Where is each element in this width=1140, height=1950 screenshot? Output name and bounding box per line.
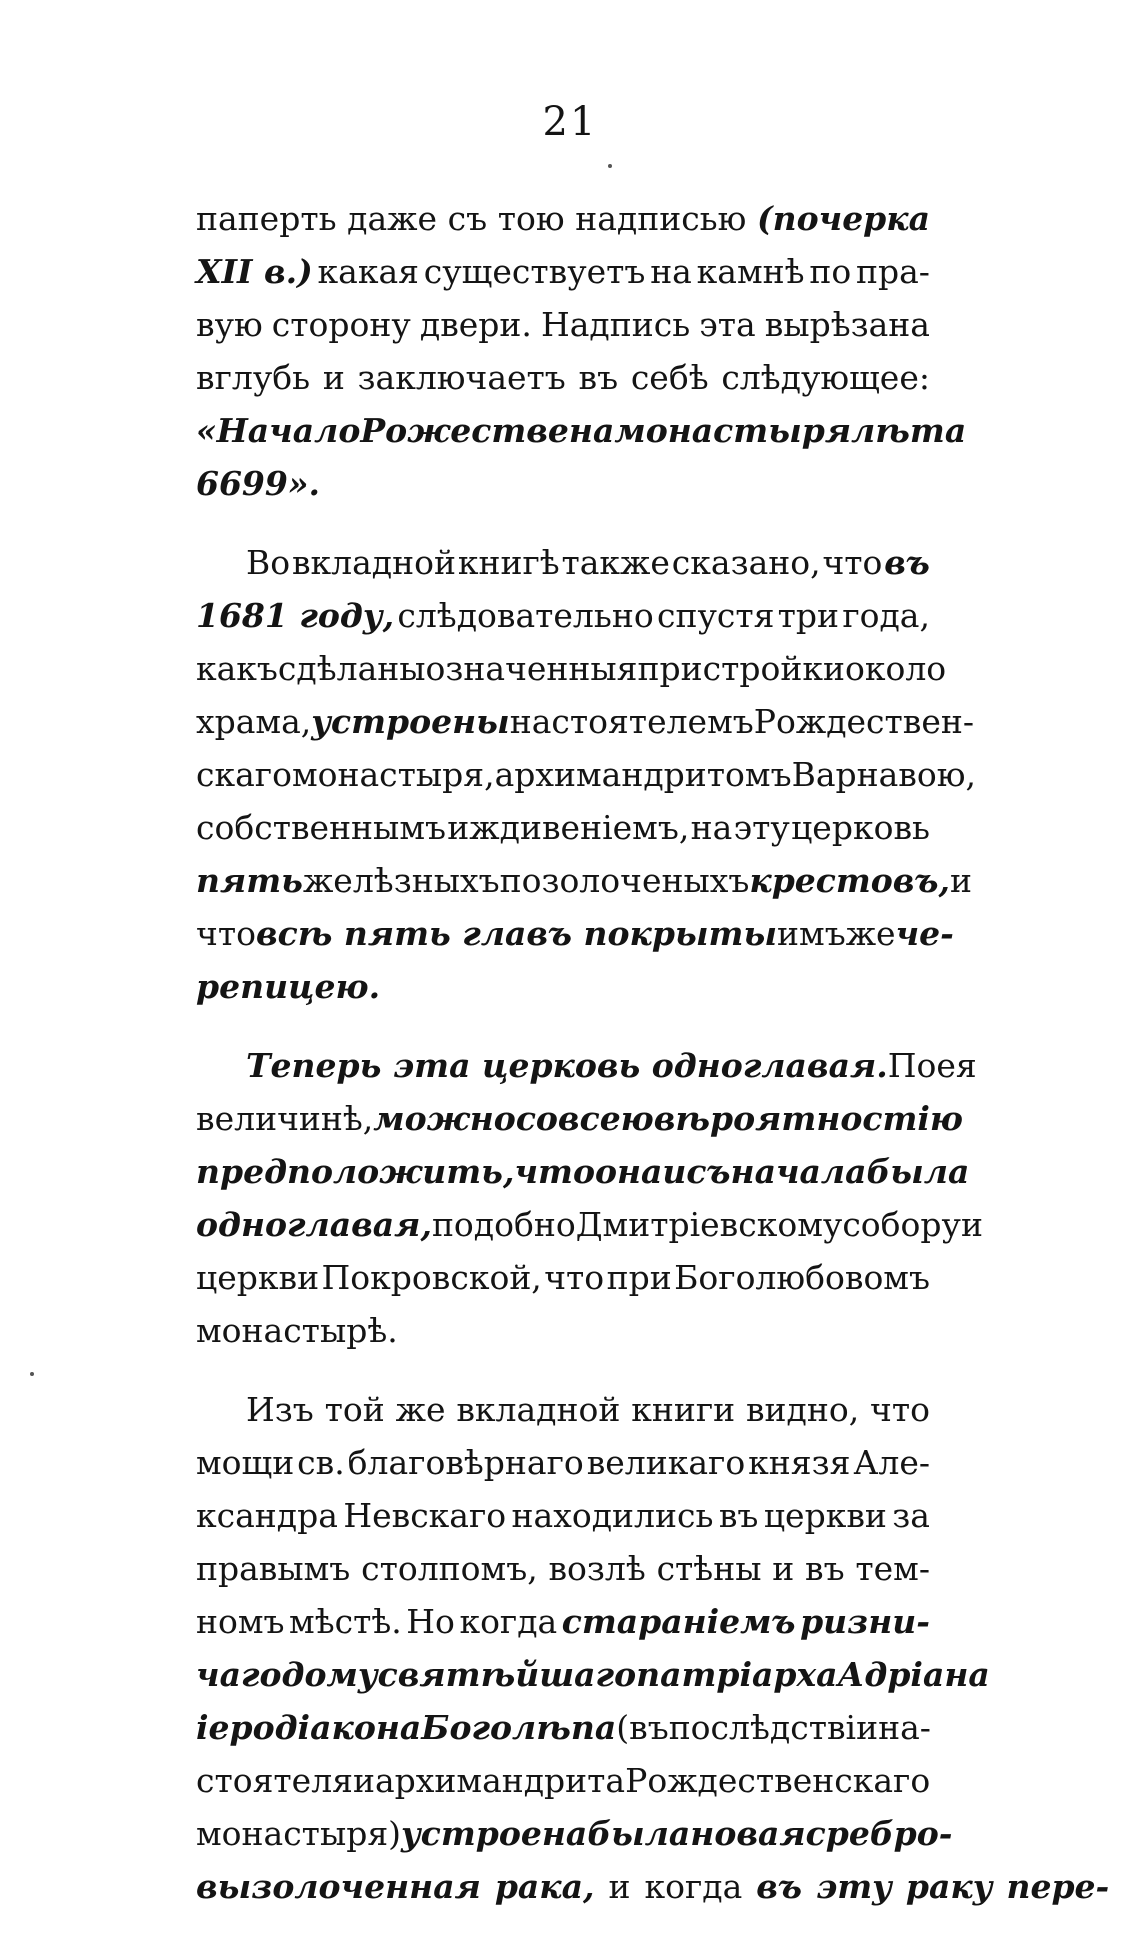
word: позолоченыхъ: [499, 861, 750, 900]
italic-word: всею: [557, 1099, 654, 1138]
word: вкладной: [291, 543, 456, 582]
word: и: [322, 358, 345, 397]
text-line: [196, 1251, 930, 1304]
italic-word: Боголѣпа: [421, 1708, 617, 1747]
text-line: [196, 1595, 930, 1648]
italic-word: че-: [895, 914, 954, 953]
word: великаго: [586, 1443, 746, 1482]
text-line: [196, 1489, 930, 1542]
text-line: [196, 748, 976, 801]
word: Варнавою,: [791, 755, 976, 794]
text-line: [196, 801, 930, 854]
italic-word: 1681 году,: [196, 596, 395, 635]
word: паперть: [196, 199, 337, 238]
italic-word: ризни-: [800, 1602, 930, 1641]
word: слѣдовательно: [397, 596, 654, 635]
word: же: [845, 914, 896, 953]
word: сказано,: [671, 543, 821, 582]
text-line: [196, 695, 975, 748]
word: желѣзныхъ: [302, 861, 500, 900]
text-line: [196, 1145, 970, 1198]
word: стѣны: [656, 1549, 762, 1588]
word: когда: [459, 1602, 558, 1641]
italic-word: всѣ пять главъ покрыты: [255, 914, 778, 953]
word: сторону: [271, 305, 411, 344]
paragraph: [196, 536, 976, 1013]
body-text: [196, 192, 1110, 1939]
word: въ: [805, 1549, 845, 1588]
word: Во: [246, 543, 291, 582]
italic-word: эту: [815, 1867, 892, 1906]
text-line: [196, 1701, 930, 1754]
word: мощи: [196, 1443, 295, 1482]
italic-word: Адріана: [837, 1655, 990, 1694]
word: Рождествен-: [753, 702, 975, 741]
text-line: [196, 298, 930, 351]
italic-word: чаго: [196, 1655, 282, 1694]
word: существуетъ: [423, 252, 646, 291]
word: что: [822, 543, 883, 582]
paragraph: [196, 1383, 1110, 1913]
word: книгѣ: [457, 543, 560, 582]
word: величинѣ,: [196, 1099, 374, 1138]
word: и: [608, 1867, 631, 1906]
italic-word: рака,: [494, 1867, 595, 1906]
paragraph: [196, 192, 967, 510]
word: сдѣланы: [277, 649, 426, 688]
word: что: [196, 914, 256, 953]
word: стоятеля: [196, 1761, 353, 1800]
word: что: [544, 1258, 605, 1297]
word: правымъ: [196, 1549, 351, 1588]
italic-word: святѣйшаго: [377, 1655, 637, 1694]
word: Покровской,: [321, 1258, 542, 1297]
word: три: [777, 596, 840, 635]
word: какъ: [196, 649, 278, 688]
word: при: [606, 1258, 672, 1297]
italic-word: сребро-: [805, 1814, 953, 1853]
italic-word: была: [587, 1814, 691, 1853]
word: По: [887, 1046, 937, 1085]
word: на-: [878, 1708, 931, 1747]
word: и: [772, 1549, 795, 1588]
italic-word: «Начало: [196, 411, 361, 450]
word: на: [650, 252, 692, 291]
italic-word: Теперь эта церковь одноглавая.: [246, 1046, 888, 1085]
italic-word: устроены: [311, 702, 510, 741]
italic-word: что: [514, 1152, 595, 1191]
word: и: [949, 861, 972, 900]
word: монастырѣ.: [196, 1311, 398, 1350]
italic-word: монастыря: [614, 411, 852, 450]
italic-word: въ: [756, 1867, 802, 1906]
italic-word: XII в.): [196, 252, 313, 291]
italic-word: пять: [196, 861, 303, 900]
italic-word: и: [662, 1152, 687, 1191]
word: и: [353, 1761, 375, 1800]
italic-word: патріарха: [636, 1655, 838, 1694]
ink-speck: [30, 1372, 34, 1376]
word: мѣстѣ.: [289, 1602, 402, 1641]
word: Невскаго: [343, 1496, 507, 1535]
word: около: [844, 649, 947, 688]
italic-word: іеродіакона: [196, 1708, 422, 1747]
text-line: [196, 907, 954, 960]
word: настоятелемъ: [509, 702, 754, 741]
word: имъ: [777, 914, 846, 953]
word: монастыря): [196, 1814, 402, 1853]
word: и: [960, 1205, 983, 1244]
italic-word: 6699».: [196, 464, 320, 503]
word: Але-: [853, 1443, 930, 1482]
word: Дмитріевскому: [575, 1205, 843, 1244]
word: церковь: [791, 808, 930, 847]
word: себѣ: [630, 358, 709, 397]
italic-word: пере-: [1006, 1867, 1110, 1906]
word: благовѣрнаго: [347, 1443, 584, 1482]
word: архимандритомъ: [494, 755, 792, 794]
italic-word: репицею.: [196, 967, 381, 1006]
word: слѣдующее:: [721, 358, 930, 397]
word: за: [892, 1496, 930, 1535]
word: архимандрита: [375, 1761, 626, 1800]
word: вкладной: [456, 1390, 621, 1429]
word: храма,: [196, 702, 312, 741]
word: также: [561, 543, 670, 582]
text-line: [196, 1436, 930, 1489]
word: въ: [578, 358, 619, 397]
word: на: [690, 808, 733, 847]
word: спустя: [656, 596, 775, 635]
text-line: [196, 1648, 990, 1701]
italic-word: со: [515, 1099, 558, 1138]
italic-word: раку: [905, 1867, 993, 1906]
italic-word: вѣроятностію: [653, 1099, 963, 1138]
word: же: [395, 1390, 446, 1429]
italic-word: въ: [884, 543, 930, 582]
text-line: [196, 1860, 1110, 1913]
word: камнѣ: [696, 252, 805, 291]
word: послѣдствіи: [668, 1708, 879, 1747]
italic-word: дому: [281, 1655, 378, 1694]
word: скаго: [196, 755, 292, 794]
text-line: [196, 960, 930, 1013]
text-line: [196, 589, 930, 642]
text-line: [196, 1383, 930, 1436]
word: вглубь: [196, 358, 311, 397]
word: года,: [842, 596, 930, 635]
text-line: [196, 1807, 953, 1860]
word: пристройки: [637, 649, 845, 688]
italic-word: была: [866, 1152, 970, 1191]
word: тою: [497, 199, 565, 238]
text-line: [196, 457, 930, 510]
italic-word: (почерка: [756, 199, 930, 238]
word: Боголюбовомъ: [674, 1258, 930, 1297]
word: эту: [733, 808, 790, 847]
word: пра-: [856, 252, 930, 291]
word: въ: [718, 1496, 759, 1535]
italic-word: съ: [686, 1152, 731, 1191]
word: собору: [842, 1205, 961, 1244]
word: тем-: [855, 1549, 930, 1588]
word: Изъ: [246, 1390, 314, 1429]
paragraph: [196, 1039, 983, 1357]
italic-word: предположить,: [196, 1152, 515, 1191]
word: Но: [406, 1602, 455, 1641]
word: возлѣ: [548, 1549, 646, 1588]
italic-word: одноглавая,: [196, 1205, 432, 1244]
word: монастыря,: [291, 755, 495, 794]
word: находились: [511, 1496, 714, 1535]
text-line: [196, 404, 967, 457]
word: (въ: [616, 1708, 669, 1747]
word: Надпись: [540, 305, 691, 344]
word: ксандра: [196, 1496, 338, 1535]
italic-word: Рожествена: [360, 411, 615, 450]
word: вую: [196, 305, 263, 344]
word: надписью: [575, 199, 747, 238]
word: князя: [748, 1443, 851, 1482]
text-line: [196, 351, 930, 404]
text-line: [196, 1304, 930, 1357]
word: двери.: [419, 305, 532, 344]
word: даже: [347, 199, 438, 238]
text-line: [196, 1542, 930, 1595]
italic-word: можно: [373, 1099, 516, 1138]
text-line: [196, 1092, 963, 1145]
word: той: [324, 1390, 385, 1429]
word: церкви: [763, 1496, 887, 1535]
italic-word: лѣта: [851, 411, 967, 450]
italic-word: вызолоченная: [196, 1867, 481, 1906]
word: заключаетъ: [357, 358, 566, 397]
word: церкви: [196, 1258, 320, 1297]
text-line: [196, 1754, 930, 1807]
word: означенныя: [425, 649, 638, 688]
italic-word: устроена: [401, 1814, 588, 1853]
word: съ: [447, 199, 488, 238]
page-number: 21: [542, 99, 598, 145]
word: книги: [631, 1390, 736, 1429]
word: номъ: [196, 1602, 285, 1641]
italic-word: крестовъ,: [749, 861, 950, 900]
word: видно,: [745, 1390, 860, 1429]
word: ея: [936, 1046, 977, 1085]
word: какая: [317, 252, 419, 291]
word: подобно: [431, 1205, 576, 1244]
italic-word: начала: [730, 1152, 867, 1191]
word: собственнымъ: [196, 808, 446, 847]
word: иждивеніемъ,: [447, 808, 690, 847]
text-line: [196, 536, 930, 589]
italic-word: она: [594, 1152, 663, 1191]
word: когда: [644, 1867, 743, 1906]
italic-word: стараніемъ: [561, 1602, 796, 1641]
text-line: [196, 192, 930, 245]
word: эта: [699, 305, 756, 344]
text-line: [196, 1039, 977, 1092]
text-line: [196, 854, 972, 907]
text-line: [196, 245, 930, 298]
italic-word: новая: [690, 1814, 806, 1853]
word: по: [809, 252, 852, 291]
word: Рождественскаго: [625, 1761, 931, 1800]
word: столпомъ,: [361, 1549, 538, 1588]
word: что: [870, 1390, 930, 1429]
ink-speck: [608, 164, 612, 168]
word: вырѣзана: [764, 305, 930, 344]
word: св.: [297, 1443, 345, 1482]
text-line: [196, 1198, 983, 1251]
text-line: [196, 642, 947, 695]
